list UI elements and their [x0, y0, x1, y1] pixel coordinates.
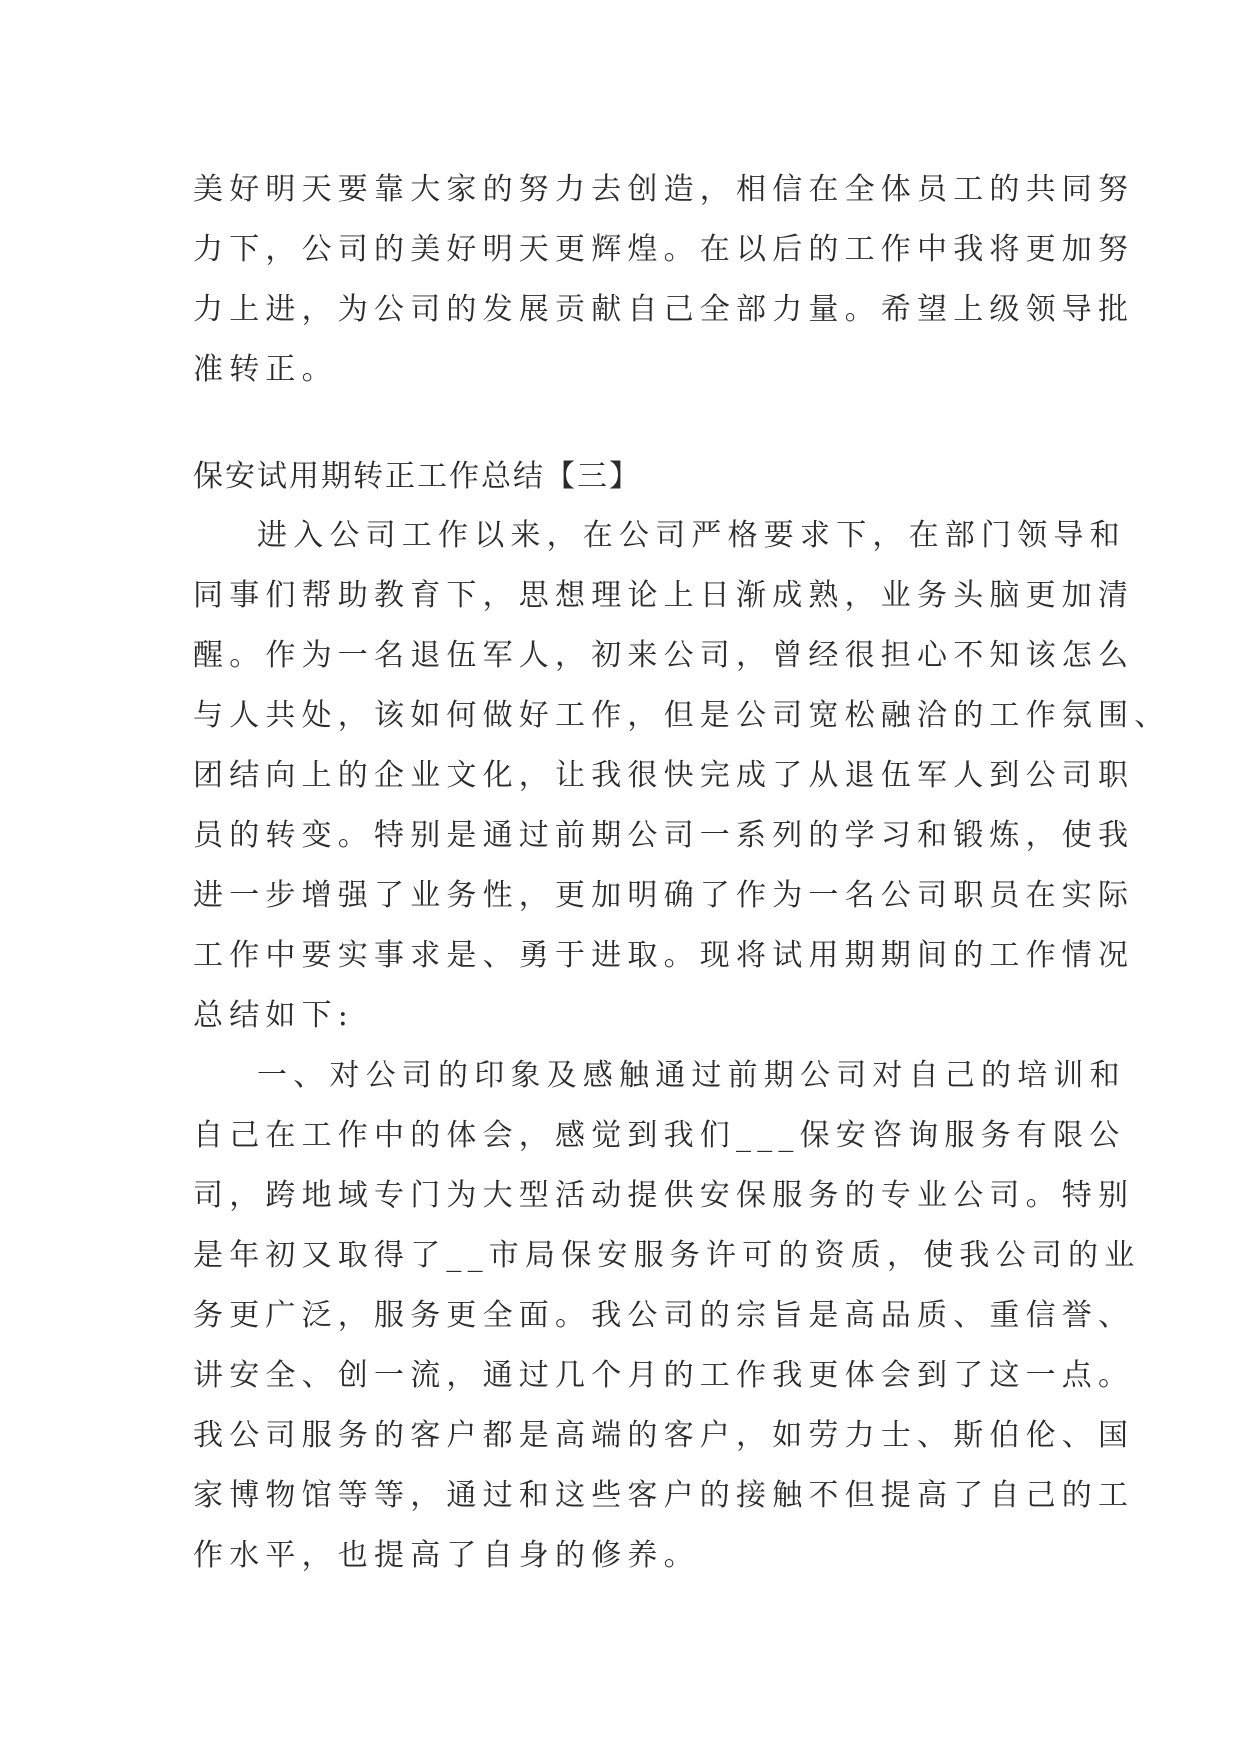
text-line: 讲安全、创一流，通过几个月的工作我更体会到了这一点。 [193, 1358, 1135, 1393]
text-line: 总结如下: [193, 998, 355, 1033]
text-line: 工作中要实事求是、勇于进取。现将试用期期间的工作情况 [193, 938, 1135, 973]
text-line: 自己在工作中的体会，感觉到我们___保安咨询服务有限公 [193, 1118, 1126, 1153]
text-line: 司，跨地域专门为大型活动提供安保服务的专业公司。特别 [193, 1178, 1135, 1213]
text-line: 进入公司工作以来，在公司严格要求下，在部门领导和 [257, 518, 1126, 553]
text-line: 作水平，也提高了自身的修养。 [193, 1538, 700, 1573]
text-line: 务更广泛，服务更全面。我公司的宗旨是高品质、重信誉、 [193, 1298, 1135, 1333]
text-line: 准转正。 [193, 352, 338, 387]
text-line: 家博物馆等等，通过和这些客户的接触不但提高了自己的工 [193, 1478, 1135, 1513]
text-line: 一、对公司的印象及感触通过前期公司对自己的培训和 [257, 1058, 1126, 1093]
section-heading: 保安试用期转正工作总结【三】 [193, 459, 641, 494]
text-line: 美好明天要靠大家的努力去创造，相信在全体员工的共同努 [193, 172, 1135, 207]
text-line: 同事们帮助教育下，思想理论上日渐成熟，业务头脑更加清 [193, 578, 1135, 613]
text-line: 员的转变。特别是通过前期公司一系列的学习和锻炼，使我 [193, 818, 1135, 853]
text-line: 醒。作为一名退伍军人，初来公司，曾经很担心不知该怎么 [193, 638, 1135, 673]
text-line: 是年初又取得了__市局保安服务许可的资质，使我公司的业 [193, 1238, 1141, 1273]
text-line: 力上进，为公司的发展贡献自己全部力量。希望上级领导批 [193, 292, 1135, 327]
text-line: 进一步增强了业务性，更加明确了作为一名公司职员在实际 [193, 878, 1135, 913]
text-line: 团结向上的企业文化，让我很快完成了从退伍军人到公司职 [193, 758, 1135, 793]
text-line: 与人共处，该如何做好工作，但是公司宽松融洽的工作氛围、 [193, 698, 1171, 733]
text-line: 我公司服务的客户都是高端的客户，如劳力士、斯伯伦、国 [193, 1418, 1135, 1453]
text-line: 力下，公司的美好明天更辉煌。在以后的工作中我将更加努 [193, 232, 1135, 267]
